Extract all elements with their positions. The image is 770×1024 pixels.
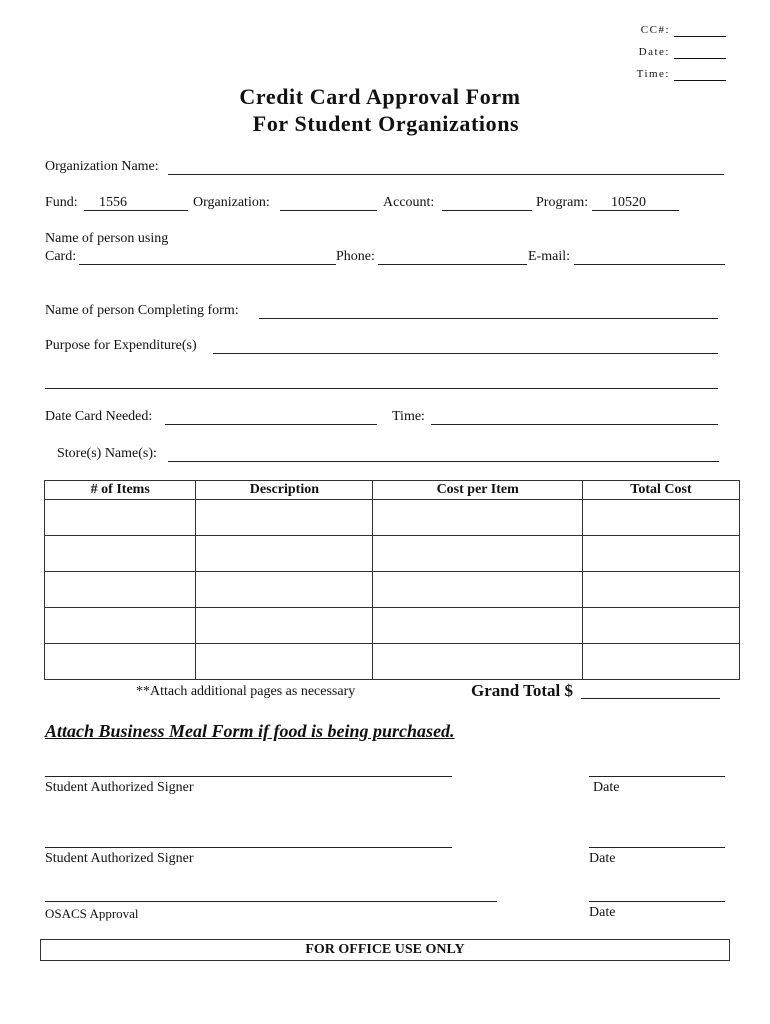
table-row (45, 572, 740, 608)
osacs-date-line[interactable] (589, 901, 725, 902)
grand-total-label: Grand Total $ (471, 681, 574, 700)
attach-pages-note: **Attach additional pages as necessary (136, 684, 356, 699)
person-completing-label: Name of person Completing form: (45, 303, 239, 318)
program-value: 10520 (611, 195, 646, 210)
signer1-date-label: Date (593, 780, 620, 795)
time-field[interactable] (674, 80, 726, 81)
signer2-date-label: Date (589, 851, 616, 866)
form-title: Credit Card Approval Form (239, 84, 521, 109)
purpose-field[interactable] (213, 353, 718, 354)
items-cell[interactable] (45, 572, 196, 608)
cost-per-item-cell[interactable] (373, 644, 583, 680)
fund-value: 1556 (99, 195, 127, 210)
stores-field[interactable] (168, 461, 719, 462)
items-cell[interactable] (45, 608, 196, 644)
date-needed-field[interactable] (165, 424, 377, 425)
total-cost-cell[interactable] (582, 644, 739, 680)
time-label: Time: (636, 68, 670, 80)
col-items-header: # of Items (45, 481, 196, 500)
items-cell[interactable] (45, 536, 196, 572)
grand-total-field[interactable] (581, 698, 720, 699)
osacs-date-label: Date (589, 905, 616, 920)
total-cost-cell[interactable] (582, 500, 739, 536)
col-cost-per-item-header: Cost per Item (373, 481, 583, 500)
signer2-signature-line[interactable] (45, 847, 452, 848)
time-needed-label: Time: (392, 409, 425, 424)
cost-per-item-cell[interactable] (373, 536, 583, 572)
office-use-box: FOR OFFICE USE ONLY (40, 939, 730, 961)
person-completing-field[interactable] (259, 318, 718, 319)
stores-label: Store(s) Name(s): (57, 446, 157, 461)
person-using-label: Name of person using (45, 231, 169, 246)
email-field[interactable] (574, 264, 725, 265)
organization-label: Organization: (193, 195, 270, 210)
cc-field[interactable] (674, 36, 726, 37)
account-label: Account: (383, 195, 435, 210)
table-row (45, 644, 740, 680)
osacs-signature-line[interactable] (45, 901, 497, 902)
table-row (45, 500, 740, 536)
total-cost-cell[interactable] (582, 536, 739, 572)
phone-label: Phone: (336, 249, 375, 264)
purpose-field-continued[interactable] (45, 388, 718, 389)
table-row (45, 608, 740, 644)
signer2-label: Student Authorized Signer (45, 851, 194, 866)
program-label: Program: (536, 195, 589, 210)
time-needed-field[interactable] (431, 424, 718, 425)
signer2-date-line[interactable] (589, 847, 725, 848)
description-cell[interactable] (196, 644, 373, 680)
col-description-header: Description (196, 481, 373, 500)
organization-name-label: Organization Name: (45, 159, 159, 174)
items-cell[interactable] (45, 644, 196, 680)
description-cell[interactable] (196, 500, 373, 536)
cost-per-item-cell[interactable] (373, 500, 583, 536)
account-field[interactable] (442, 210, 532, 211)
purpose-label: Purpose for Expenditure(s) (45, 338, 197, 353)
card-label: Card: (45, 249, 77, 264)
items-table (44, 480, 740, 680)
cost-per-item-cell[interactable] (373, 572, 583, 608)
phone-field[interactable] (378, 264, 527, 265)
items-cell[interactable] (45, 500, 196, 536)
description-cell[interactable] (196, 536, 373, 572)
signer1-signature-line[interactable] (45, 776, 452, 777)
signer1-date-line[interactable] (589, 776, 725, 777)
total-cost-cell[interactable] (582, 572, 739, 608)
business-meal-note: Attach Business Meal Form if food is being purchased. (45, 721, 455, 741)
date-label: Date: (638, 46, 670, 58)
email-label: E-mail: (528, 249, 570, 264)
form-subtitle: For Student Organizations (252, 111, 520, 136)
signer1-label: Student Authorized Signer (45, 780, 194, 795)
cost-per-item-cell[interactable] (373, 608, 583, 644)
description-cell[interactable] (196, 608, 373, 644)
cc-label: CC#: (640, 24, 670, 36)
organization-field[interactable] (280, 210, 377, 211)
organization-name-field[interactable] (168, 174, 724, 175)
person-using-field[interactable] (79, 264, 336, 265)
table-header-row (45, 481, 740, 500)
fund-label: Fund: (45, 195, 78, 210)
date-needed-label: Date Card Needed: (45, 409, 153, 424)
osacs-label: OSACS Approval (45, 906, 139, 921)
description-cell[interactable] (196, 572, 373, 608)
col-total-cost-header: Total Cost (582, 481, 739, 500)
date-field[interactable] (674, 58, 726, 59)
total-cost-cell[interactable] (582, 608, 739, 644)
table-row (45, 536, 740, 572)
